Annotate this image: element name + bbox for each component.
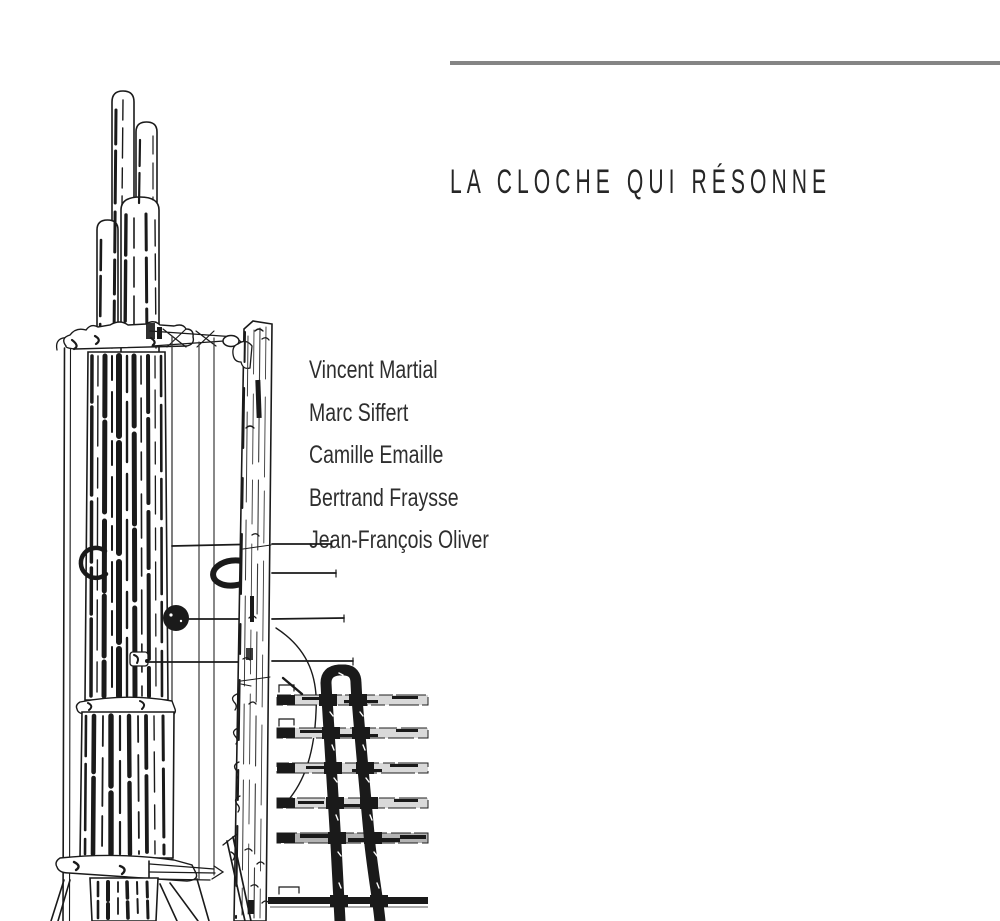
bell-mechanism-illustration — [0, 0, 432, 921]
header-rule — [450, 61, 1000, 65]
credit-name: Jean-François Oliver — [309, 526, 489, 554]
credit-name: Camille Emaille — [309, 441, 444, 469]
credit-name: Vincent Martial — [309, 356, 438, 384]
page-title: LA CLOCHE QUI RÉSONNE — [450, 163, 832, 201]
credit-name: Bertrand Fraysse — [309, 483, 459, 512]
credit-name: Marc Siffert — [309, 398, 409, 427]
